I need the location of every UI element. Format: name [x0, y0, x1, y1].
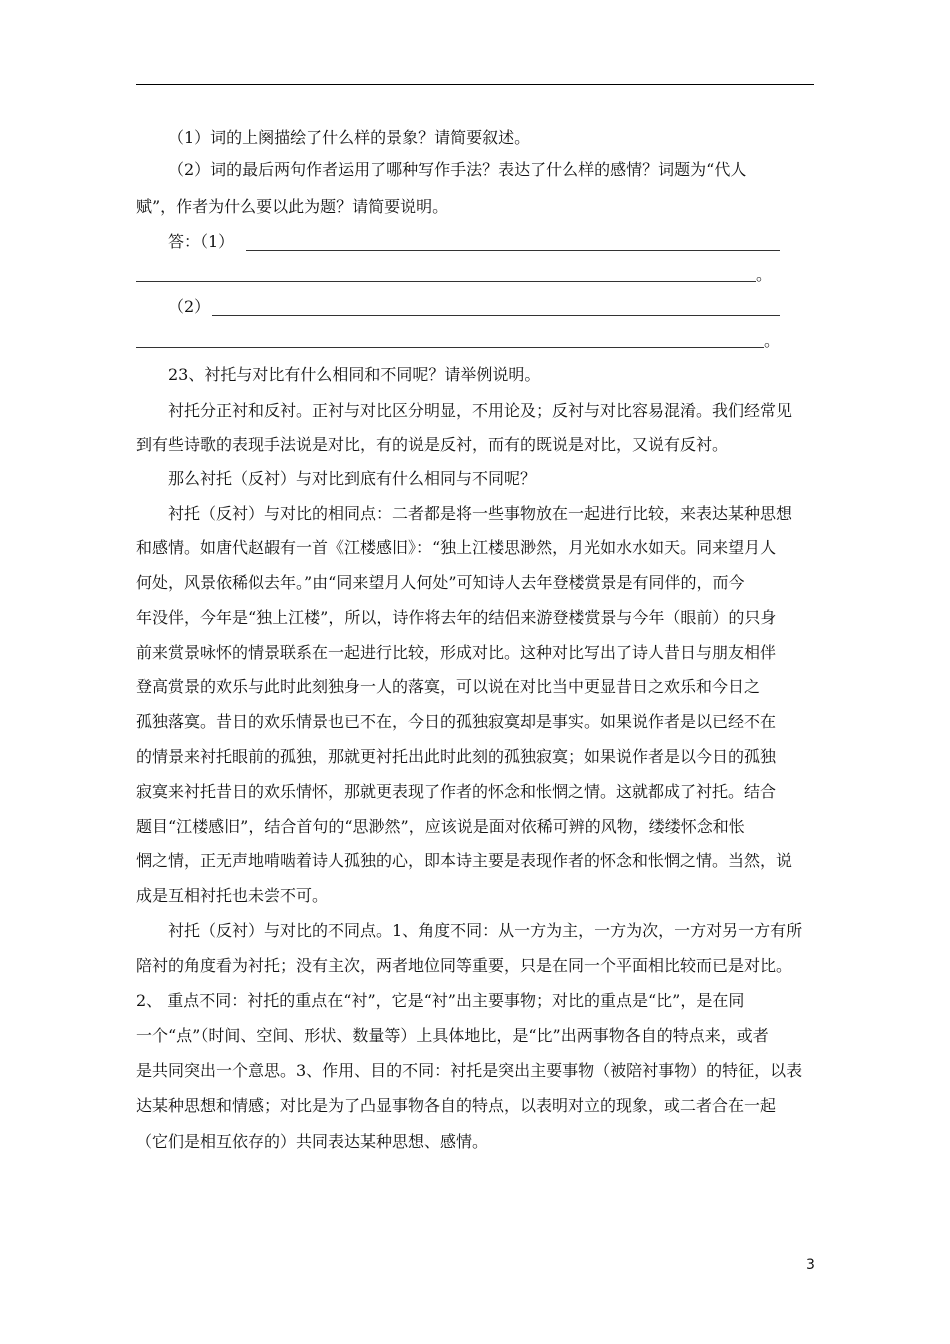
answer-1-blank-line-1[interactable]	[246, 250, 780, 251]
paragraph-line: 2、 重点不同：衬托的重点在“衬”，它是“衬”出主要事物；对比的重点是“比”，是在同	[136, 991, 745, 1010]
paragraph-line: 孤独落寞。昔日的欢乐情景也已不在，今日的孤独寂寞却是事实。如果说作者是以已经不在	[136, 712, 777, 731]
paragraph-line: 何处，风景依稀似去年。”由“同来望月人何处”可知诗人去年登楼赏景是有同伴的，而今	[136, 573, 745, 592]
answer-2-blank-line-2[interactable]	[136, 347, 764, 348]
question-1: （1）词的上阕描绘了什么样的景象？请简要叙述。	[168, 128, 531, 147]
question-2-line-1: （2）词的最后两句作者运用了哪种写作手法？表达了什么样的感情？词题为“代人	[168, 160, 747, 179]
paragraph-line: 那么衬托（反衬）与对比到底有什么相同与不同呢？	[168, 469, 537, 488]
paragraph-line: 衬托分正衬和反衬。正衬与对比区分明显，不用论及；反衬与对比容易混淆。我们经常见	[168, 401, 793, 420]
paragraph-line: 陪衬的角度看为衬托；没有主次，两者地位同等重要，只是在同一个平面相比较而已是对比。	[136, 956, 793, 975]
paragraph-line: 题目“江楼感旧”，结合首句的“思渺然”，应该说是面对依稀可辨的风物，缕缕怀念和怅	[136, 817, 745, 836]
paragraph-line: 的情景来衬托眼前的孤独，那就更衬托出此时此刻的孤独寂寞；如果说作者是以今日的孤独	[136, 747, 777, 766]
header-rule	[136, 84, 814, 85]
answer-1-blank-line-2[interactable]	[136, 281, 756, 282]
paragraph-line: 衬托（反衬）与对比的相同点：二者都是将一些事物放在一起进行比较，来表达某种思想	[168, 504, 793, 523]
paragraph-line: （它们是相互依存的）共同表达某种思想、感情。	[136, 1132, 489, 1151]
answer-2-period: 。	[764, 331, 781, 350]
paragraph-line: 惘之情，正无声地啃啮着诗人孤独的心，即本诗主要是表现作者的怀念和怅惘之情。当然，说	[136, 851, 793, 870]
page-number: 3	[806, 1257, 815, 1273]
answer-label-1: 答：（1）	[168, 232, 235, 251]
paragraph-line: 和感情。如唐代赵嘏有一首《江楼感旧》：“独上江楼思渺然，月光如水水如天。同来望月人	[136, 538, 777, 557]
paragraph-line: 寂寞来衬托昔日的欢乐情怀，那就更表现了作者的怀念和怅惘之情。这就都成了衬托。结合	[136, 782, 777, 801]
paragraph-line: 达某种思想和情感；对比是为了凸显事物各自的特点，以表明对立的现象，或二者合在一起	[136, 1096, 777, 1115]
section-23-heading: 23、衬托与对比有什么相同和不同呢？请举例说明。	[168, 365, 541, 384]
paragraph-line: 是共同突出一个意思。3、作用、目的不同：衬托是突出主要事物（被陪衬事物）的特征，以表	[136, 1061, 803, 1080]
paragraph-line: 到有些诗歌的表现手法说是对比，有的说是反衬，而有的既说是对比，又说有反衬。	[136, 435, 729, 454]
question-2-line-2: 赋”，作者为什么要以此为题？请简要说明。	[136, 197, 449, 216]
paragraph-line: 年没伴，今年是“独上江楼”，所以，诗作将去年的结侣来游登楼赏景与今年（眼前）的只身	[136, 608, 777, 627]
answer-label-2: （2）	[168, 297, 211, 316]
paragraph-line: 登高赏景的欢乐与此时此刻独身一人的落寞，可以说在对比当中更显昔日之欢乐和今日之	[136, 677, 761, 696]
paragraph-line: 前来赏景咏怀的情景联系在一起进行比较，形成对比。这种对比写出了诗人昔日与朋友相伴	[136, 643, 777, 662]
answer-2-blank-line-1[interactable]	[212, 315, 780, 316]
paragraph-line: 一个“点”（时间、空间、形状、数量等）上具体地比，是“比”出两事物各自的特点来，或者	[136, 1026, 769, 1045]
paragraph-line: 成是互相衬托也未尝不可。	[136, 886, 329, 905]
answer-1-period: 。	[756, 265, 773, 284]
paragraph-line: 衬托（反衬）与对比的不同点。1、角度不同：从一方为主，一方为次，一方对另一方有所	[168, 921, 803, 940]
